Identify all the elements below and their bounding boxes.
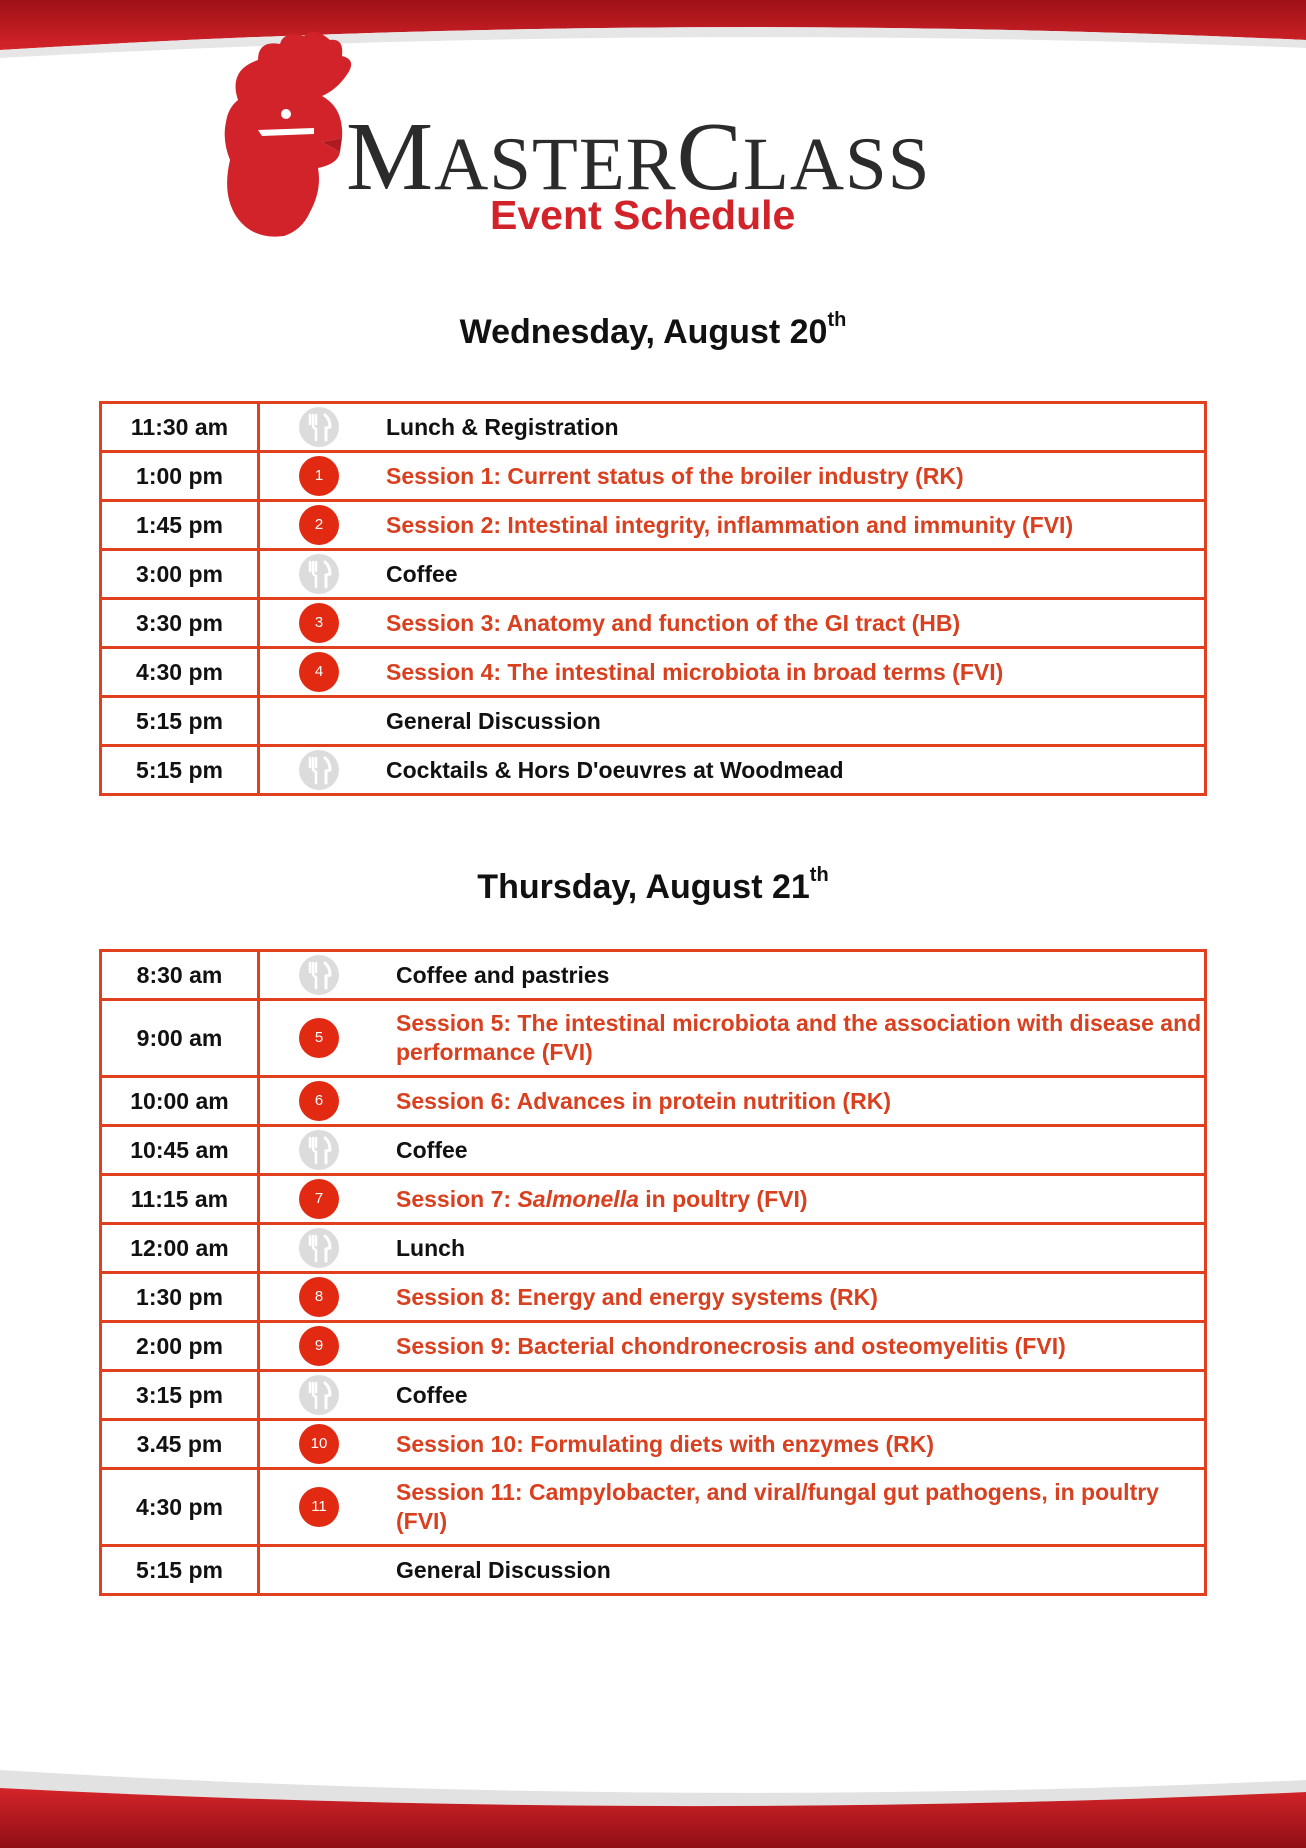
time-cell: 10:45 am [101,1126,259,1175]
session-title: Session 3: Anatomy and function of the GI tract (HB) [378,599,1206,648]
schedule-row [101,452,1206,501]
activity-label: Coffee [378,1371,1206,1420]
schedule-row [101,1126,1206,1175]
session-title: Session 4: The intestinal microbiota in broad terms (FVI) [378,648,1206,697]
schedule-row [101,951,1206,1000]
session-title-part: in poultry (FVI) [638,1185,808,1212]
schedule-row [101,1371,1206,1420]
activity-label: Coffee [378,1126,1206,1175]
schedule-row [101,1420,1206,1469]
time-cell: 5:15 pm [101,697,259,746]
icon-cell [259,697,379,746]
time-cell: 5:15 pm [101,746,259,795]
session-title: Session 1: Current status of the broiler industry (RK) [378,452,1206,501]
session-title: Session 8: Energy and energy systems (RK) [378,1273,1206,1322]
schedule-row [101,697,1206,746]
icon-cell [259,1000,379,1077]
schedule-row [101,599,1206,648]
session-title: Session 5: The intestinal microbiota and the association with disease and performance (FVI) [378,1000,1206,1077]
session-title: Session 2: Intestinal integrity, inflammation and immunity (FVI) [378,501,1206,550]
time-cell: 11:15 am [101,1175,259,1224]
session-title: Session 10: Formulating diets with enzymes (RK) [378,1420,1206,1469]
activity-label: Cocktails & Hors D'oeuvres at Woodmead [378,746,1206,795]
schedule-row [101,648,1206,697]
icon-cell [259,599,379,648]
activity-label: Coffee and pastries [378,951,1206,1000]
icon-cell [259,550,379,599]
time-cell: 8:30 am [101,951,259,1000]
icon-cell [259,746,379,795]
session-number-badge: 4 [299,652,339,692]
session-number-badge: 5 [299,1018,339,1058]
schedule-row [101,403,1206,452]
schedule-row [101,1546,1206,1595]
time-cell: 3.45 pm [101,1420,259,1469]
time-cell: 1:30 pm [101,1273,259,1322]
icon-cell [259,1077,379,1126]
brand-wordmark: MASTERCLASS [346,103,931,211]
page-subtitle: Event Schedule [490,192,796,238]
fork-knife-icon [299,554,339,594]
icon-cell [259,648,379,697]
fork-knife-icon [299,1375,339,1415]
day-title-thursday: Thursday, August 21th [477,864,829,906]
fork-knife-icon [299,1130,339,1170]
schedule-row [101,1322,1206,1371]
time-cell: 5:15 pm [101,1546,259,1595]
session-number-badge: 6 [299,1081,339,1121]
time-cell: 4:30 pm [101,1469,259,1546]
icon-cell [259,1126,379,1175]
schedule-row [101,1469,1206,1546]
icon-cell [259,452,379,501]
schedule-table-thursday [99,949,1207,1596]
time-cell: 10:00 am [101,1077,259,1126]
session-number-badge: 1 [299,456,339,496]
icon-cell [259,1546,379,1595]
schedule-row [101,1273,1206,1322]
icon-cell [259,1224,379,1273]
activity-label: Coffee [378,550,1206,599]
time-cell: 3:15 pm [101,1371,259,1420]
session-title-part: Session 7: [396,1185,518,1212]
session-title: Session 11: Campylobacter, and viral/fungal gut pathogens, in poultry (FVI) [378,1469,1206,1546]
session-number-badge: 2 [299,505,339,545]
session-number-badge: 9 [299,1326,339,1366]
icon-cell [259,1420,379,1469]
session-number-badge: 11 [299,1487,339,1527]
icon-cell [259,1371,379,1420]
time-cell: 3:30 pm [101,599,259,648]
schedule-table-wednesday [99,401,1207,796]
fork-knife-icon [299,1228,339,1268]
session-title [378,1175,1206,1224]
fork-knife-icon [299,955,339,995]
time-cell: 4:30 pm [101,648,259,697]
session-number-badge: 3 [299,603,339,643]
time-cell: 1:00 pm [101,452,259,501]
time-cell: 11:30 am [101,403,259,452]
time-cell: 9:00 am [101,1000,259,1077]
schedule-row [101,1000,1206,1077]
icon-cell [259,1273,379,1322]
masterclass-logo [218,30,958,240]
session-title: Session 6: Advances in protein nutrition (RK) [378,1077,1206,1126]
session-number-badge: 7 [299,1179,339,1219]
schedule-row [101,550,1206,599]
session-number-badge: 8 [299,1277,339,1317]
time-cell: 1:45 pm [101,501,259,550]
activity-label: General Discussion [378,697,1206,746]
bottom-decorative-band [0,1758,1306,1848]
fork-knife-icon [299,407,339,447]
icon-cell [259,1322,379,1371]
icon-cell [259,501,379,550]
schedule-row [101,501,1206,550]
icon-cell [259,1469,379,1546]
icon-cell [259,403,379,452]
activity-label: Lunch [378,1224,1206,1273]
icon-cell [259,1175,379,1224]
session-number-badge: 10 [299,1424,339,1464]
schedule-row [101,746,1206,795]
icon-cell [259,951,379,1000]
fork-knife-icon [299,750,339,790]
time-cell: 2:00 pm [101,1322,259,1371]
activity-label: General Discussion [378,1546,1206,1595]
day-title-wednesday: Wednesday, August 20th [459,309,847,351]
schedule-row [101,1077,1206,1126]
schedule-row [101,1224,1206,1273]
schedule-row [101,1175,1206,1224]
session-title: Session 9: Bacterial chondronecrosis and osteomyelitis (FVI) [378,1322,1206,1371]
session-title-italic: Salmonella [517,1185,639,1212]
time-cell: 3:00 pm [101,550,259,599]
time-cell: 12:00 am [101,1224,259,1273]
activity-label: Lunch & Registration [378,403,1206,452]
